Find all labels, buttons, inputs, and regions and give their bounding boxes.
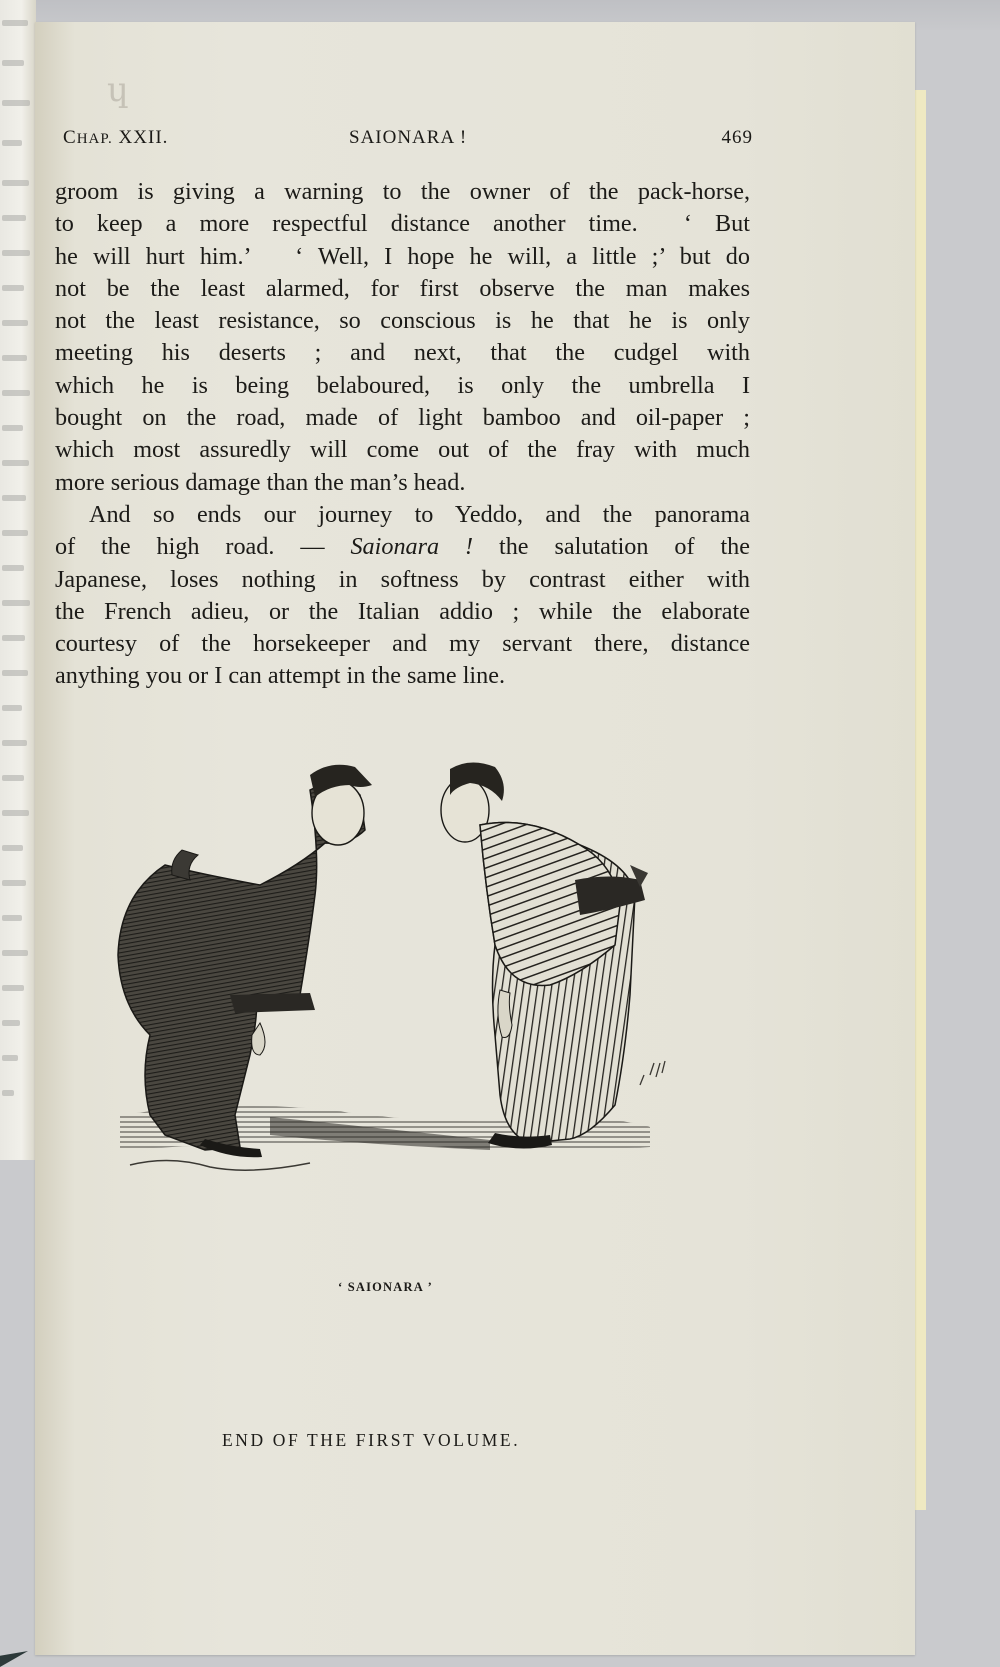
- chapter-label: [63, 127, 168, 149]
- text-line: to keep a more respectful distance another time. ‘ But: [55, 210, 750, 238]
- chapter-number: XXII.: [118, 127, 169, 148]
- text-span: the salutation of the: [473, 533, 750, 561]
- chapter-prefix: C: [63, 127, 77, 148]
- chapter-prefix-smallcaps: HAP.: [76, 131, 113, 147]
- text-line: not the least resistance, so conscious is he that he is only: [55, 307, 750, 335]
- text-line: more serious damage than the man’s head.: [55, 468, 466, 496]
- text-line: Japanese, loses nothing in softness by contrast either with: [55, 565, 750, 593]
- italic-word-saionara: Saionara !: [350, 533, 474, 561]
- text-line: the French adieu, or the Italian addio ; while the elaborate: [55, 597, 750, 625]
- left-figure-dark-robe: [118, 765, 372, 1157]
- text-line: anything you or I can attempt in the same line.: [55, 662, 506, 690]
- running-title: SAIONARA !: [349, 127, 468, 148]
- right-figure-striped-robe: [441, 762, 665, 1148]
- text-line: bought on the road, made of light bamboo and oil-paper ;: [55, 404, 750, 432]
- text-line: he will hurt him.’ ‘ Well, I hope he will, a little ;’ but do: [55, 242, 750, 270]
- text-line: meeting his deserts ; and next, that the cudgel with: [55, 339, 750, 367]
- body-text: [55, 176, 750, 693]
- text-line: courtesy of the horsekeeper and my servant there, distance: [55, 630, 750, 658]
- previous-page-curl: [0, 0, 36, 1160]
- pencil-mark: ɥ: [107, 70, 129, 110]
- text-line: which most assuredly will come out of the fray with much: [55, 436, 750, 464]
- illustration-caption: ‘ SAIONARA ’: [338, 1280, 433, 1294]
- engraving-two-men-bowing: [110, 755, 680, 1185]
- page-number: 469: [721, 127, 753, 148]
- text-line: which he is being belaboured, is only the umbrella I: [55, 371, 750, 399]
- book-cover-corner: [0, 1651, 28, 1667]
- text-line: groom is giving a warning to the owner of the pack-horse,: [55, 178, 750, 205]
- end-of-volume-note: END OF THE FIRST VOLUME.: [222, 1430, 521, 1450]
- text-line: And so ends our journey to Yeddo, and the panorama: [89, 500, 750, 528]
- text-line: not be the least alarmed, for first observe the man makes: [55, 274, 750, 302]
- text-line: [55, 531, 750, 563]
- text-span: of the high road. —: [55, 533, 351, 561]
- running-header: [63, 127, 753, 157]
